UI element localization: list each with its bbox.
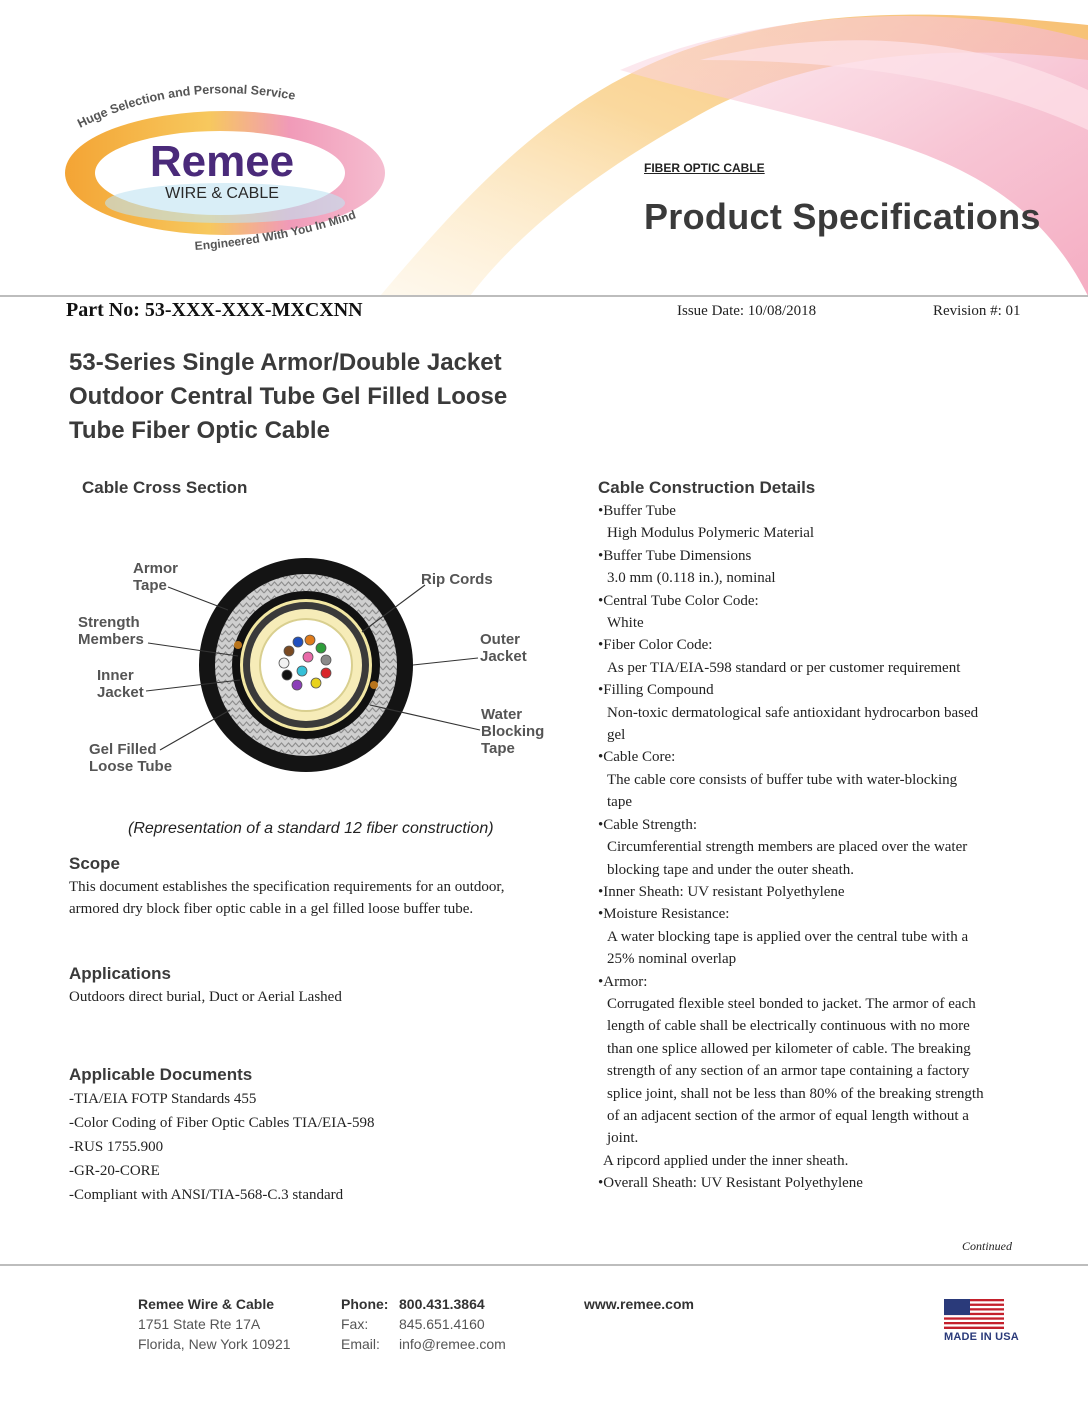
spec-detail: As per TIA/EIA-598 standard or per customer requirement	[607, 659, 961, 676]
applications-heading: Applications	[69, 964, 172, 983]
spec-detail: 25% nominal overlap	[607, 951, 737, 968]
spec-bullet: •Cable Strength:	[598, 816, 697, 833]
logo-tagline-top: Huge Selection and Personal Service	[75, 82, 297, 131]
label-water-blocking-tape: Blocking	[481, 723, 545, 740]
scope-text	[69, 876, 559, 920]
label-rip-cords: Rip Cords	[421, 571, 493, 588]
spec-detail: length of cable shall be electrically continuous with no more	[607, 1018, 970, 1035]
fiber-strand	[321, 668, 331, 678]
email-label: Email:	[341, 1336, 380, 1352]
fiber-strand	[282, 670, 292, 680]
header-divider	[0, 295, 1088, 297]
spec-detail: The cable core consists of buffer tube with water-blocking	[607, 771, 958, 788]
continued-note: Continued	[962, 1239, 1012, 1253]
label-outer-jacket: Outer	[480, 631, 521, 648]
spec-detail: of an adjacent section of the armor of equal length without a	[607, 1107, 969, 1124]
spec-bullet: •Filling Compound	[598, 682, 714, 699]
logo-name: Remee	[149, 137, 295, 186]
footer-company: Remee Wire & Cable	[138, 1296, 275, 1312]
spec-detail: splice joint, shall not be less than 80% of the breaking strength	[607, 1085, 984, 1102]
list-item: -RUS 1755.900	[69, 1139, 164, 1155]
doc-type-label: FIBER OPTIC CABLE	[644, 161, 765, 175]
revision-number: Revision #: 01	[933, 303, 1021, 319]
fax-label: Fax:	[341, 1316, 369, 1332]
fiber-strand	[303, 652, 313, 662]
label-inner-jacket: Inner	[97, 667, 134, 684]
spec-detail: White	[607, 615, 644, 632]
footer-contact-values	[399, 1294, 506, 1354]
applications-text: Outdoors direct burial, Duct or Aerial Lashed	[69, 989, 342, 1005]
footer-address-line: 1751 State Rte 17A	[138, 1316, 261, 1332]
spec-bullet: •Fiber Color Code:	[598, 637, 713, 654]
spec-detail: Corrugated flexible steel bonded to jacket. The armor of each	[607, 995, 976, 1012]
spec-bullet: •Moisture Resistance:	[598, 906, 730, 923]
phone-label: Phone:	[341, 1296, 389, 1312]
footer-address-line: Florida, New York 10921	[138, 1336, 291, 1352]
logo-tagline-bottom: Engineered With You In Mind	[194, 207, 358, 253]
spec-detail: A ripcord applied under the inner sheath.	[603, 1152, 849, 1169]
spec-detail: joint.	[607, 1130, 639, 1147]
spec-bullet: •Buffer Tube	[598, 503, 676, 519]
issue-date: Issue Date: 10/08/2018	[677, 303, 817, 319]
rip-cord	[234, 641, 242, 649]
product-title-line: Outdoor Central Tube Gel Filled Loose	[69, 383, 508, 410]
fiber-strand	[292, 680, 302, 690]
spec-detail: Non-toxic dermatological safe antioxidant hydrocarbon based	[607, 704, 979, 721]
footer-address	[138, 1294, 291, 1354]
construction-details-list	[598, 500, 1038, 1195]
cross-section-heading: Cable Cross Section	[82, 478, 248, 497]
made-in-usa-label: MADE IN USA	[944, 1331, 1019, 1343]
spec-bullet: •Central Tube Color Code:	[598, 592, 759, 609]
spec-bullet: •Inner Sheath: UV resistant Polyethylene	[598, 883, 845, 900]
label-strength-members: Strength	[78, 614, 140, 631]
list-item: -Color Coding of Fiber Optic Cables TIA/EIA-598	[69, 1115, 375, 1131]
label-gel-filled-loose-tube: Loose Tube	[89, 758, 173, 775]
fiber-strand	[279, 658, 289, 668]
label-water-blocking-tape: Tape	[481, 740, 515, 757]
scope-heading: Scope	[69, 854, 121, 873]
spec-detail: strength of any section of an armor tape containing a factory	[607, 1063, 970, 1080]
spec-detail: blocking tape and under the outer sheath.	[607, 861, 855, 878]
fiber-strand	[321, 655, 331, 665]
fiber-strand	[284, 646, 294, 656]
footer-contact-labels	[341, 1294, 388, 1354]
spec-detail: tape	[607, 794, 632, 811]
spec-bullet: •Armor:	[598, 973, 648, 990]
fiber-strand	[316, 643, 326, 653]
fiber-strand	[305, 635, 315, 645]
fax-number: 845.651.4160	[399, 1316, 485, 1332]
fiber-strand	[293, 637, 303, 647]
remee-logo	[60, 78, 390, 258]
rip-cord	[370, 681, 378, 689]
phone-number: 800.431.3864	[399, 1296, 485, 1312]
website-link[interactable]: www.remee.com	[584, 1296, 694, 1312]
fiber-strand	[311, 678, 321, 688]
label-inner-jacket: Jacket	[97, 684, 144, 701]
product-title	[69, 346, 569, 448]
fiber-strand	[297, 666, 307, 676]
spec-bullet: •Overall Sheath: UV Resistant Polyethylene	[598, 1175, 863, 1192]
label-armor-tape: Tape	[133, 577, 167, 594]
label-strength-members: Members	[78, 631, 144, 648]
construction-heading: Cable Construction Details	[598, 478, 816, 497]
doc-title: Product Specifications	[644, 196, 1041, 237]
cable-cross-section-diagram	[70, 540, 560, 800]
spec-detail: 3.0 mm (0.118 in.), nominal	[607, 570, 776, 587]
label-water-blocking-tape: Water	[481, 706, 523, 723]
list-item: -GR-20-CORE	[69, 1163, 160, 1179]
label-gel-filled-loose-tube: Gel Filled	[89, 741, 157, 758]
loose-tube	[260, 619, 352, 711]
product-title-line: 53-Series Single Armor/Double Jacket	[69, 349, 502, 376]
applicable-documents-heading: Applicable Documents	[69, 1065, 253, 1084]
list-item: -TIA/EIA FOTP Standards 455	[69, 1091, 257, 1107]
diagram-caption: (Representation of a standard 12 fiber construction)	[128, 820, 494, 837]
spec-bullet: •Cable Core:	[598, 749, 676, 766]
label-armor-tape: Armor	[133, 560, 179, 577]
scope-line: armored dry block fiber optic cable in a gel filled loose buffer tube.	[69, 901, 474, 917]
email-link[interactable]: info@remee.com	[399, 1336, 506, 1352]
product-title-line: Tube Fiber Optic Cable	[69, 417, 330, 444]
us-flag-icon	[944, 1299, 1004, 1329]
scope-line: This document establishes the specification requirements for an outdoor,	[69, 879, 505, 895]
spec-bullet: •Buffer Tube Dimensions	[598, 547, 752, 564]
applicable-documents-list	[69, 1087, 375, 1207]
label-outer-jacket: Jacket	[480, 648, 527, 665]
footer-divider	[0, 1264, 1088, 1266]
part-number: Part No: 53-XXX-XXX-MXCXNN	[66, 299, 363, 321]
spec-detail: than one splice allowed per kilometer of cable. The breaking	[607, 1040, 971, 1057]
spec-detail: gel	[607, 727, 626, 744]
spec-detail: Circumferential strength members are placed over the water	[607, 839, 968, 856]
logo-sub: WIRE & CABLE	[165, 185, 279, 202]
list-item: -Compliant with ANSI/TIA-568-C.3 standard	[69, 1187, 344, 1203]
spec-detail: A water blocking tape is applied over the central tube with a	[607, 928, 969, 945]
spec-detail: High Modulus Polymeric Material	[607, 525, 815, 542]
